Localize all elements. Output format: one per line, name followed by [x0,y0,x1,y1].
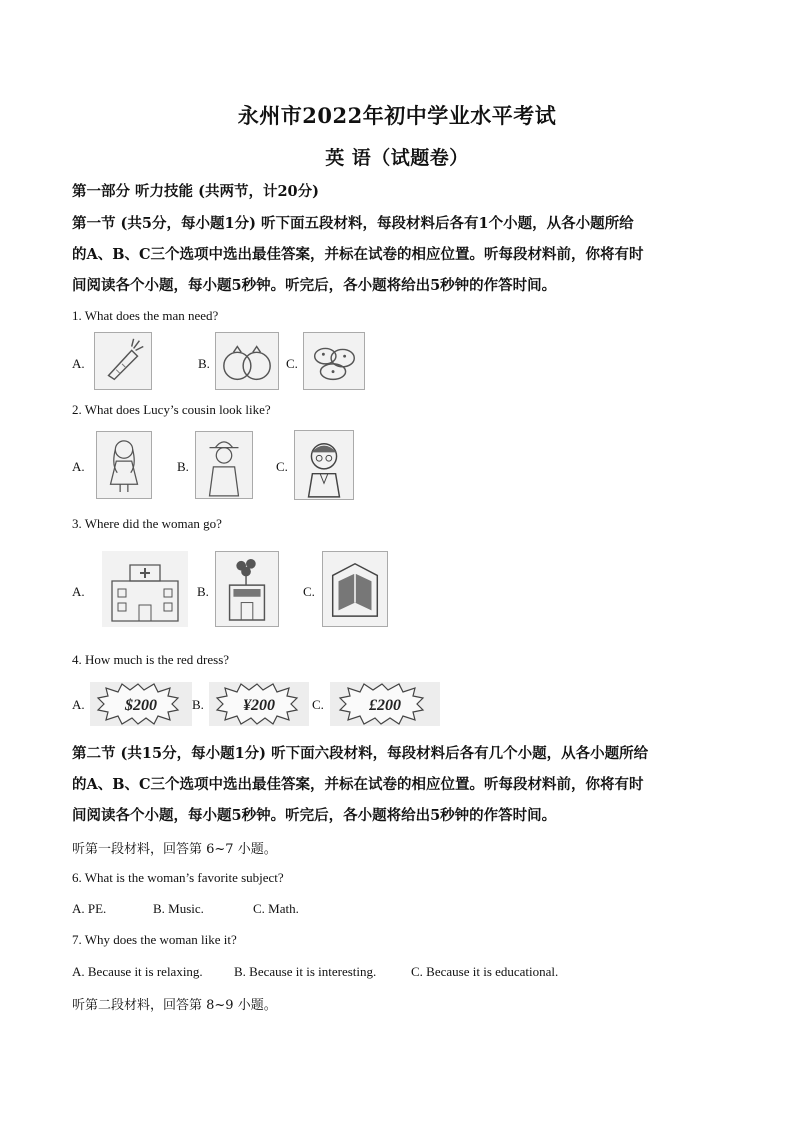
question-7: 7. Why does the woman like it? [72,932,237,947]
price-pound: £200 [369,697,401,714]
q7-option-b[interactable]: B. Because it is interesting. [234,964,377,979]
q2-option-a[interactable]: A. [72,459,85,474]
exam-subtitle: 英 语（试题卷） [325,147,469,169]
price-dollar: $200 [125,697,157,714]
sec1-line-3: 间阅读各个小题，每小题5秒钟。听完后，各小题将给出5秒钟的作答时间。 [72,277,557,294]
price-yuan: ¥200 [243,697,275,714]
question-3: 3. Where did the woman go? [72,516,222,531]
price-tag-yuan [209,682,309,726]
sec2-line-1: 第二节 (共15分，每小题1分) 听下面六段材料，每段材料后各有几个小题，从各小题所给 [72,745,649,762]
question-4: 4. How much is the red dress? [72,652,230,667]
q3-option-a[interactable]: A. [72,584,85,599]
question-6: 6. What is the woman’s favorite subject? [72,870,284,885]
q7-option-c[interactable]: C. Because it is educational. [411,964,559,979]
q6-option-a[interactable]: A. PE. [72,901,107,916]
listen-instruction-1: 听第一段材料，回答第 6~7 小题。 [72,842,277,857]
q3-option-b[interactable]: B. [197,584,209,599]
listen-instruction-2: 听第二段材料，回答第 8~9 小题。 [72,998,277,1013]
sec2-line-2: 的A、B、C三个选项中选出最佳答案，并标在试卷的相应位置。听每段材料前，你将有时 [72,776,644,793]
q7-option-a[interactable]: A. Because it is relaxing. [72,964,203,979]
q4-option-c[interactable]: C. [312,697,324,712]
bookstore-icon [322,551,388,627]
girl-long-hair-icon [96,431,152,499]
price-tag-dollar [90,682,192,726]
q4-option-b[interactable]: B. [192,697,204,712]
q1-option-c[interactable]: C. [286,356,298,371]
question-1: 1. What does the man need? [72,308,219,323]
hospital-icon [102,551,188,627]
q1-option-b[interactable]: B. [198,356,210,371]
q3-option-c[interactable]: C. [303,584,315,599]
part1-heading: 第一部分 听力技能 (共两节，计20分) [72,183,319,200]
question-2: 2. What does Lucy’s cousin look like? [72,402,271,417]
potato-icon [303,332,365,390]
sec1-line-2: 的A、B、C三个选项中选出最佳答案，并标在试卷的相应位置。听每段材料前，你将有时 [72,246,644,263]
boy-glasses-icon [294,430,354,500]
q4-option-a[interactable]: A. [72,697,85,712]
sec2-line-3: 间阅读各个小题，每小题5秒钟。听完后，各小题将给出5秒钟的作答时间。 [72,807,557,824]
tomato-icon [215,332,279,390]
girl-hat-icon [195,431,253,499]
q2-option-c[interactable]: C. [276,459,288,474]
carrot-icon [94,332,152,390]
q1-option-a[interactable]: A. [72,356,85,371]
flower-shop-icon [215,551,279,627]
exam-title: 永州市2022年初中学业水平考试 [237,103,557,128]
price-tag-pound [330,682,440,726]
q6-option-b[interactable]: B. Music. [153,901,204,916]
q2-option-b[interactable]: B. [177,459,189,474]
q6-option-c[interactable]: C. Math. [253,901,299,916]
sec1-line-1: 第一节 (共5分，每小题1分) 听下面五段材料，每段材料后各有1个小题，从各小题所给 [72,215,634,232]
